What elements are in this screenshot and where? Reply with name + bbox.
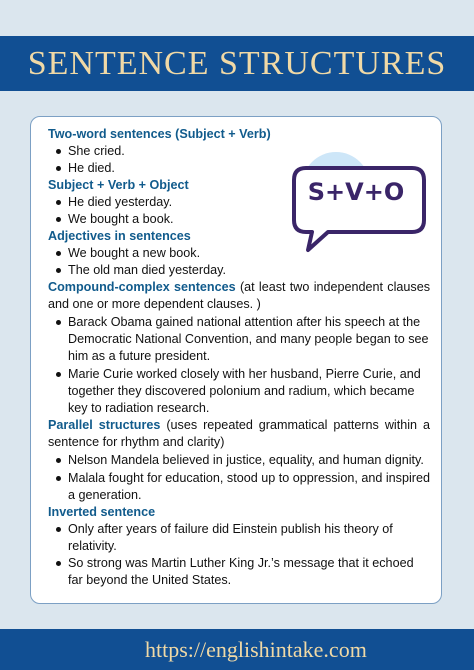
example-list [48,194,430,228]
list-item: We bought a new book. [48,245,430,262]
example-list [48,452,430,504]
example-list [48,521,430,589]
list-item: She cried. [48,143,430,160]
list-item: The old man died yesterday. [48,262,430,279]
svo-label: S+V+O [307,178,405,206]
list-item: Malala fought for education, stood up to oppression, and inspired a generation. [48,470,430,504]
list-item: He died yesterday. [48,194,430,211]
example-list [48,143,430,177]
sentence-list [48,126,430,589]
section-heading-row [48,279,430,313]
list-item: So strong was Martin Luther King Jr.’s message that it echoed far beyond the United States. [48,555,430,589]
section-heading: Inverted sentence [48,505,156,519]
page-title: SENTENCE STRUCTURES [27,45,447,82]
section-note: (uses repeated grammatical patterns within a sentence for rhythm and clarity) [48,418,430,449]
list-item: He died. [48,160,430,177]
list-item: Barack Obama gained national attention after his speech at the Democratic National Convention, and many people began to see him as a future president. [48,314,430,365]
example-list [48,245,430,279]
section-note: (at least two independent clauses and one or more dependent clauses. ) [48,280,431,311]
list-item: We bought a book. [48,211,430,228]
section-heading: Parallel structures [48,418,161,432]
list-item: Only after years of failure did Einstein publish his theory of relativity. [48,521,430,555]
section-heading: Adjectives in sentences [48,229,191,243]
section-heading: Subject + Verb + Object [48,178,189,192]
list-item: Nelson Mandela believed in justice, equality, and human dignity. [48,452,430,469]
section-heading: Compound-complex sentences [48,280,236,294]
website-link[interactable]: https://englishintake.com [145,637,367,662]
section-heading: Two-word sentences (Subject + Verb) [48,127,271,141]
example-list [48,314,430,417]
list-item: Marie Curie worked closely with her husband, Pierre Curie, and together they discovered polonium and radium, which became key to radiation research. [48,366,430,417]
section-heading-row [48,417,430,451]
